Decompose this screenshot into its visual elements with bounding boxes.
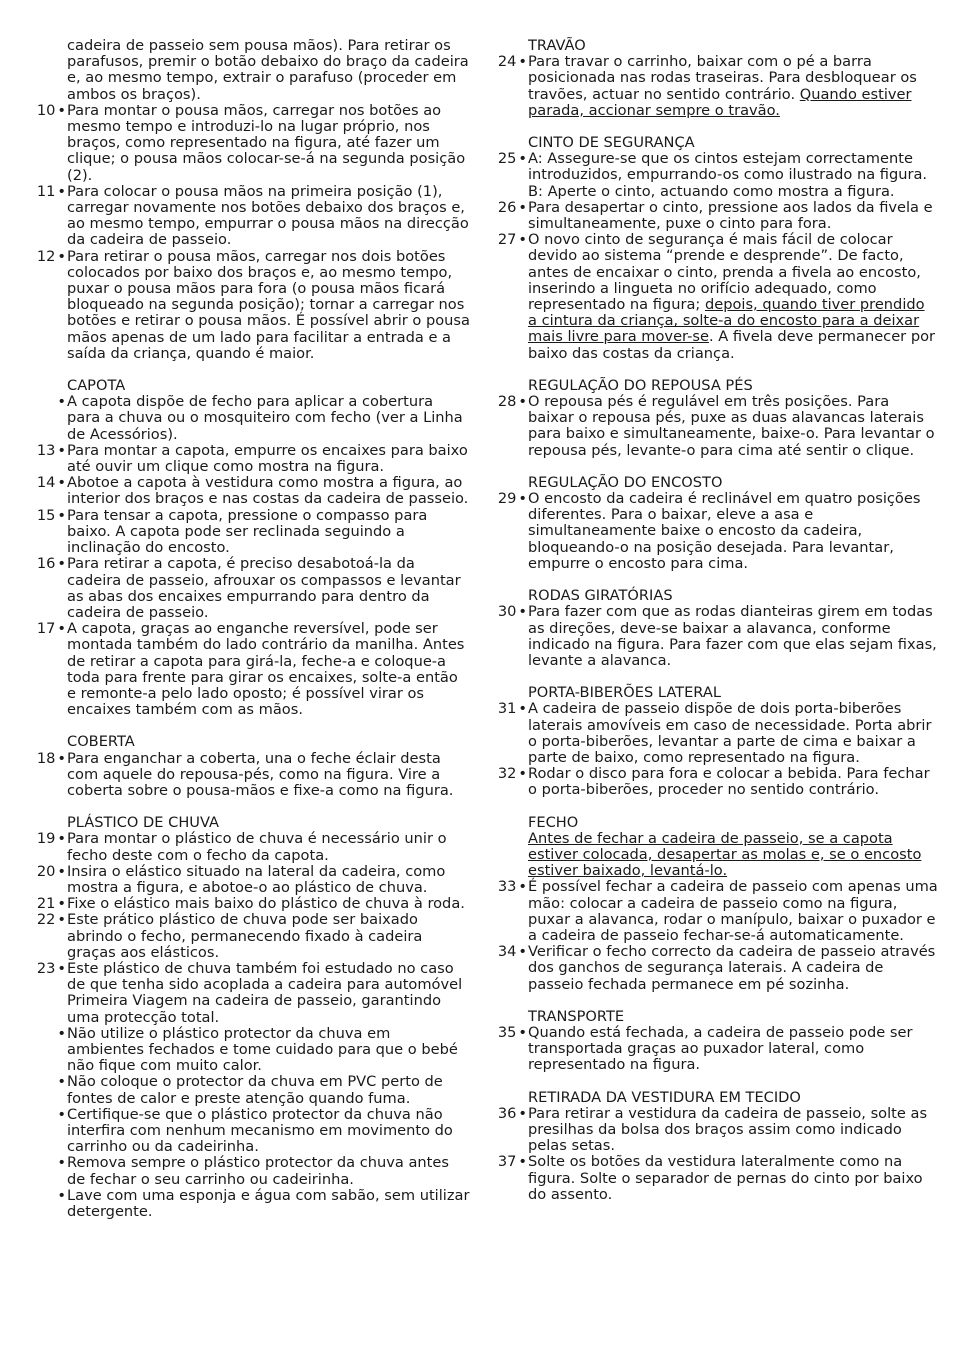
bullet-icon: •	[57, 749, 66, 767]
item-marker	[0, 443, 66, 459]
instruction-item	[0, 864, 470, 896]
item-text: Solte os botões da vestidura lateralmente como na figura. Solte o separador de pernas do cinto por baixo do assento.	[528, 1153, 923, 1203]
item-number: 25	[497, 150, 517, 168]
bullet-icon: •	[57, 1154, 66, 1172]
item-text: Este prático plástico de chuva pode ser baixado abrindo o fecho, permanecendo fixado à cadeira graças aos elásticos.	[67, 911, 423, 961]
instruction-item	[0, 896, 470, 912]
item-marker	[468, 1154, 527, 1170]
item-text: Abotoe a capota à vestidura como mostra a figura, ao interior dos braços e nas costas da cadeira de passeio.	[67, 474, 469, 508]
instruction-item	[0, 621, 470, 718]
item-text: Rodar o disco para fora e colocar a bebida. Para fechar o porta-biberões, proceder no sentido contrário.	[528, 765, 930, 799]
continued-paragraph	[0, 38, 470, 103]
underlined-note: Quando estiver parada, accionar sempre o travão.	[528, 85, 912, 119]
item-marker	[0, 475, 66, 491]
bullet-icon: •	[518, 1023, 527, 1041]
item-number: 19	[36, 830, 56, 848]
bullet-icon: •	[57, 441, 66, 459]
item-text: É possível fechar a cadeira de passeio com apenas uma mão: colocar a cadeira de passeio como na figura, puxar a alavanca, rodar o manípulo, baixar o puxador e a cadeira de passeio fechar-se-á automaticamente.	[528, 878, 938, 944]
item-text: Remova sempre o plástico protector da chuva antes de fechar o seu carrinho ou cadeirinha.	[67, 1154, 449, 1188]
item-marker	[468, 604, 527, 620]
item-number: 29	[497, 490, 517, 508]
section-heading: CAPOTA	[67, 377, 126, 395]
item-marker	[468, 151, 527, 167]
item-text: Certifique-se que o plástico protector da chuva não interfira com nenhum mecanismo em movimento do carrinho ou da cadeirinha.	[67, 1105, 453, 1156]
bullet-icon: •	[57, 1105, 66, 1123]
continued-paragraph	[468, 831, 938, 880]
item-text: Quando está fechada, a cadeira de passeio pode ser transportada graças ao puxador lateral, como representado na figura.	[528, 1023, 913, 1074]
item-text: A: Assegure-se que os cintos estejam correctamente introduzidos, empurrando-os como ilustrado na figura. B: Aperte o cinto, actuando como mostra a figura.	[528, 150, 928, 200]
item-marker	[0, 1155, 66, 1171]
instruction-item	[0, 961, 470, 1026]
section-heading: REGULAÇÃO DO ENCOSTO	[528, 473, 723, 491]
instruction-item	[468, 54, 938, 119]
bullet-icon: •	[518, 53, 527, 71]
section-heading: PORTA-BIBERÕES LATERAL	[528, 684, 721, 702]
instruction-item	[468, 151, 938, 200]
item-number: 34	[497, 943, 517, 961]
item-text: O repousa pés é regulável em três posições. Para baixar o repousa pés, puxe as duas alavancas laterais para baixo e simultaneamente, baixe-o. Para levantar o repousa pés, levante-o para cima até sentir o clique.	[528, 393, 935, 459]
item-number: 31	[497, 700, 517, 718]
bullet-icon: •	[57, 959, 66, 977]
instruction-item	[0, 475, 470, 507]
item-marker	[468, 879, 527, 895]
instruction-item	[468, 879, 938, 944]
item-marker	[0, 556, 66, 572]
item-number: 10	[36, 101, 56, 119]
left-column	[0, 38, 470, 1220]
item-number: 15	[36, 506, 56, 524]
instruction-item	[0, 184, 470, 249]
item-text: Este plástico de chuva também foi estudado no caso de que tenha sido acoplada a cadeira para automóvel Primeira Viagem na cadeira de passeio, garantindo uma protecção total.	[67, 959, 463, 1026]
bullet-icon: •	[57, 101, 66, 119]
item-marker	[0, 508, 66, 524]
item-marker	[0, 864, 66, 880]
item-text: Para enganchar a coberta, una o feche éclair desta com aquele do repousa-pés, como na figura. Vire a coberta sobre o pousa-mãos e fixe-a como na figura.	[67, 749, 454, 799]
instruction-item	[0, 443, 470, 475]
right-column	[468, 38, 938, 1203]
bullet-icon: •	[57, 1186, 66, 1204]
item-text: Para fazer com que as rodas dianteiras girem em todas as direções, deve-se baixar a alavanca, conforme indicado na figura. Para fazer com que elas sejam fixas, levante a alavanca.	[528, 603, 937, 669]
instruction-item	[0, 912, 470, 961]
bullet-icon: •	[518, 231, 527, 249]
instruction-item	[468, 1154, 938, 1203]
section-heading: PLÁSTICO DE CHUVA	[67, 814, 220, 832]
instruction-item	[468, 604, 938, 669]
item-text: A capota, graças ao enganche reversível, pode ser montada também do lado contrário da manilha. Antes de retirar a capota para girá-la, feche-a e coloque-a toda para frente para girar os encaixes, solte-a então e remonte-a pelo lado oposto; é possível virar os encaixes também com as mãos.	[67, 620, 465, 719]
item-text: Para retirar a capota, é preciso desabotoá-la da cadeira de passeio, afrouxar os compassos e levantar as abas dos encaixes empurrando para dentro da cadeira de passeio.	[67, 555, 461, 621]
bullet-icon: •	[518, 943, 527, 961]
instruction-item	[0, 508, 470, 557]
instruction-item	[468, 944, 938, 993]
bullet-icon: •	[518, 1153, 527, 1171]
instruction-item	[0, 394, 470, 443]
instruction-item	[0, 1188, 470, 1220]
instruction-item	[0, 1074, 470, 1106]
instruction-item	[468, 1025, 938, 1074]
bullet-icon: •	[57, 911, 66, 929]
item-number: 26	[497, 198, 517, 216]
bullet-icon: •	[518, 150, 527, 168]
item-marker	[0, 831, 66, 847]
item-text: Não utilize o plástico protector da chuva em ambientes fechados e tome cuidado para que o bebé não fique com muito calor.	[67, 1024, 458, 1075]
bullet-icon: •	[57, 895, 66, 913]
item-marker	[0, 1188, 66, 1204]
instruction-item	[0, 751, 470, 800]
instruction-item	[0, 249, 470, 362]
bullet-icon: •	[518, 198, 527, 216]
item-number: 17	[36, 620, 56, 638]
item-text: Para desapertar o cinto, pressione aos lados da fivela e simultaneamente, puxe o cinto para fora.	[528, 198, 933, 233]
item-marker	[468, 394, 527, 410]
bullet-icon: •	[518, 393, 527, 411]
instruction-item	[0, 831, 470, 863]
section-heading: REGULAÇÃO DO REPOUSA PÉS	[528, 376, 753, 394]
instruction-item	[468, 200, 938, 232]
item-marker	[0, 249, 66, 265]
bullet-icon: •	[57, 247, 66, 265]
item-marker	[0, 394, 66, 410]
item-number: 36	[497, 1104, 517, 1122]
bullet-icon: •	[57, 393, 66, 411]
item-text: A cadeira de passeio dispõe de dois porta-biberões laterais amovíveis em caso de necessidade. Porta abrir o porta-biberões, levantar a parte de cima e baixar a parte de baixo, como representado na figura.	[528, 700, 932, 766]
instruction-item	[0, 556, 470, 621]
item-number: 30	[497, 603, 517, 621]
bullet-icon: •	[57, 862, 66, 880]
underlined-note: Antes de fechar a cadeira de passeio, se a capota estiver colocada, desapertar as molas e, se o encosto estiver baixado, levantá-lo.	[528, 829, 922, 880]
bullet-icon: •	[518, 878, 527, 896]
item-text: O novo cinto de segurança é mais fácil de colocar devido ao sistema “prende e desprende”. De facto, antes de encaixar o cinto, prenda a fivela ao encosto, inserindo a lingueta no orifício adequado, como representado na figura;	[528, 231, 921, 314]
item-marker	[0, 1107, 66, 1123]
instruction-item	[468, 766, 938, 798]
section-heading: COBERTA	[67, 733, 135, 751]
item-number: 33	[497, 878, 517, 896]
item-text: Para montar a capota, empurre os encaixes para baixo até ouvir um clique como mostra na figura.	[67, 441, 468, 476]
underlined-note: depois, quando tiver prendido a cintura da criança, solte-a do encosto para a deixar mais livre para mover-se	[528, 296, 925, 346]
instruction-item	[468, 232, 938, 362]
instruction-item	[0, 1107, 470, 1156]
item-text: cadeira de passeio sem pousa mãos). Para retirar os parafusos, premir o botão debaixo do braço da cadeira e, ao mesmo tempo, extrair o parafuso (proceder em ambos os braços).	[67, 37, 469, 103]
item-text: Lave com uma esponja e água com sabão, sem utilizar detergente.	[67, 1186, 470, 1221]
item-text: Para montar o plástico de chuva é necessário unir o fecho deste com o fecho da capota.	[67, 830, 447, 864]
item-text-continued: . A fivela deve permanecer por baixo das costas da criança.	[528, 328, 936, 362]
item-marker	[468, 232, 527, 248]
item-marker	[0, 961, 66, 977]
item-number: 11	[36, 182, 56, 200]
bullet-icon: •	[57, 474, 66, 492]
instruction-item	[468, 491, 938, 572]
item-marker	[468, 1106, 527, 1122]
bullet-icon: •	[57, 1024, 66, 1042]
item-marker	[0, 103, 66, 119]
item-text: Para montar o pousa mãos, carregar nos botões ao mesmo tempo e introduzi-lo na lugar próprio, nos braços, como representado na figura, até fazer um clique; o pousa mãos colocar-se-á na segunda posição (2).	[67, 101, 466, 184]
bullet-icon: •	[57, 1073, 66, 1091]
item-text: Para retirar a vestidura da cadeira de passeio, solte as presilhas da bolsa dos braços assim como indicado pelas setas.	[528, 1104, 928, 1155]
bullet-icon: •	[518, 1104, 527, 1122]
bullet-icon: •	[57, 830, 66, 848]
item-text: Fixe o elástico mais baixo do plástico de chuva à roda.	[67, 895, 465, 913]
item-marker	[0, 896, 66, 912]
item-number: 14	[36, 474, 56, 492]
bullet-icon: •	[518, 603, 527, 621]
item-number: 32	[497, 765, 517, 783]
item-marker	[468, 944, 527, 960]
item-marker	[468, 766, 527, 782]
section-heading: TRANSPORTE	[528, 1007, 625, 1025]
item-marker	[468, 491, 527, 507]
item-number: 27	[497, 231, 517, 249]
item-marker	[0, 751, 66, 767]
item-number: 12	[36, 247, 56, 265]
item-number: 23	[36, 959, 56, 977]
item-text: Verificar o fecho correcto da cadeira de passeio através dos ganchos de segurança laterais. A cadeira de passeio fechada permanece em pé sozinha.	[528, 943, 936, 993]
item-text: O encosto da cadeira é reclinável em quatro posições diferentes. Para o baixar, eleve a asa e simultaneamente baixe o encosto da cadeira, bloqueando-o na posição desejada. Para levantar, empurre o encosto para cima.	[528, 490, 921, 572]
item-number: 21	[36, 895, 56, 913]
bullet-icon: •	[57, 506, 66, 524]
item-text: Para travar o carrinho, baixar com o pé a barra posicionada nas rodas traseiras. Para desbloquear os travões, actuar no sentido contrário.	[528, 53, 917, 103]
item-marker	[0, 1026, 66, 1042]
instruction-item	[0, 1026, 470, 1075]
item-marker	[0, 912, 66, 928]
item-number: 18	[36, 749, 56, 767]
bullet-icon: •	[57, 620, 66, 638]
item-text: Não coloque o protector da chuva em PVC perto de fontes de calor e preste atenção quando fuma.	[67, 1073, 443, 1107]
item-marker	[0, 1074, 66, 1090]
item-number: 20	[36, 862, 56, 880]
section-heading: TRAVÃO	[528, 37, 586, 54]
bullet-icon: •	[518, 490, 527, 508]
instruction-item	[468, 701, 938, 766]
item-text: Insira o elástico situado na lateral da cadeira, como mostra a figura, e abotoe-o ao plástico de chuva.	[67, 862, 446, 896]
section-heading: RODAS GIRATÓRIAS	[528, 587, 673, 605]
bullet-icon: •	[518, 700, 527, 718]
item-marker	[0, 621, 66, 637]
item-text: Para retirar o pousa mãos, carregar nos dois botões colocados por baixo dos braços e, ao mesmo tempo, puxar o pousa mãos para fora (o pousa mãos ficará bloqueado na segunda posição); tornar a carregar nos botões e retirar o pousa mãos. É possível abrir o pousa mãos apenas de um lado para facilitar a entrada e a saída da criança, quando é maior.	[67, 247, 470, 362]
instruction-item	[468, 394, 938, 459]
instruction-item	[0, 103, 470, 184]
item-marker	[468, 54, 527, 70]
item-number: 22	[36, 911, 56, 929]
item-text: Para colocar o pousa mãos na primeira posição (1), carregar novamente nos botões debaixo dos braços e, ao mesmo tempo, empurrar o pousa mãos na direcção da cadeira de passeio.	[67, 182, 469, 249]
item-number: 13	[36, 441, 56, 459]
instruction-item	[0, 1155, 470, 1187]
item-text: A capota dispõe de fecho para aplicar a cobertura para a chuva ou o mosquiteiro com fecho (ver a Linha de Acessórios).	[67, 393, 463, 443]
item-marker	[468, 200, 527, 216]
item-marker	[468, 701, 527, 717]
section-heading: FECHO	[528, 813, 579, 831]
item-number: 24	[497, 53, 517, 71]
item-number: 37	[497, 1153, 517, 1171]
item-number: 35	[497, 1023, 517, 1041]
item-marker	[0, 184, 66, 200]
bullet-icon: •	[518, 765, 527, 783]
section-heading: CINTO DE SEGURANÇA	[528, 134, 695, 152]
instruction-item	[468, 1106, 938, 1155]
bullet-icon: •	[57, 555, 66, 573]
bullet-icon: •	[57, 182, 66, 200]
item-number: 28	[497, 393, 517, 411]
item-text: Para tensar a capota, pressione o compasso para baixo. A capota pode ser reclinada seguindo a inclinação do encosto.	[67, 506, 428, 557]
item-number: 16	[36, 555, 56, 573]
item-marker	[468, 1025, 527, 1041]
section-heading: RETIRADA DA VESTIDURA EM TECIDO	[528, 1088, 801, 1106]
